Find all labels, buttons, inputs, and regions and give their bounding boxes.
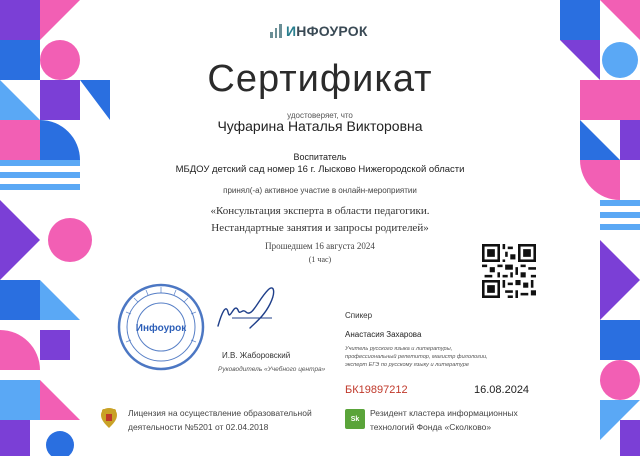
infourok-logo [270, 22, 380, 40]
qr-code-icon [482, 244, 536, 298]
resident-line1: Резидент кластера информационных [370, 408, 518, 418]
certificate-number: БК19897212 [345, 384, 408, 396]
resident-line2: технологий Фонда «Сколково» [370, 422, 492, 432]
certificate-date: 16.08.2024 [474, 384, 530, 396]
speaker-name: Анастасия Захарова [345, 330, 422, 339]
recipient-name: Чуфарина Наталья Викторовна [217, 118, 423, 134]
event-title-line1: «Консультация эксперта в области педагогики. [210, 205, 430, 217]
license-text [128, 406, 318, 434]
speaker-description-line: профессиональный репетитор, магистр филологии, [345, 354, 488, 360]
event-title-line2: Нестандартные занятия и запросы родителей» [211, 222, 429, 234]
event-hours: (1 час) [308, 255, 332, 264]
signer-name: И.В. Жаборовский [222, 351, 291, 360]
left-decoration [0, 0, 110, 456]
emblem-icon [98, 406, 120, 430]
logo-text: ИНФОУРОК [286, 23, 368, 39]
license-line2: деятельности №5201 от 02.04.2018 [128, 422, 269, 432]
participation-text: принял(-а) активное участие в онлайн-мероприятии [223, 186, 417, 195]
recipient-organization: МБДОУ детский сад номер 16 г. Лысково Нижегородской области [175, 164, 465, 175]
signature-icon [212, 282, 292, 338]
license-line1: Лицензия на осуществление образовательной [128, 408, 312, 418]
speaker-description-line: эксперт ЕГЭ по русскому языку и литературе [345, 362, 469, 368]
stamp-text: Инфоурок [135, 323, 187, 334]
speaker-label: Спикер [345, 311, 373, 320]
recipient-position: Воспитатель [293, 152, 347, 162]
signer-title: Руководитель «Учебного центра» [218, 366, 326, 373]
right-decoration [540, 0, 640, 456]
stamp-icon [116, 282, 206, 372]
certifies-text: удостоверяет, что [287, 111, 353, 120]
speaker-description [345, 345, 520, 369]
resident-text [370, 406, 540, 434]
skolkovo-logo: Sk [345, 409, 365, 429]
logo-bars-icon [270, 24, 282, 38]
certificate-title: Сертификат [207, 58, 433, 100]
event-date: Прошедшем 16 августа 2024 [265, 241, 375, 251]
speaker-description-line: Учитель русского языка и литературы, [345, 346, 453, 352]
